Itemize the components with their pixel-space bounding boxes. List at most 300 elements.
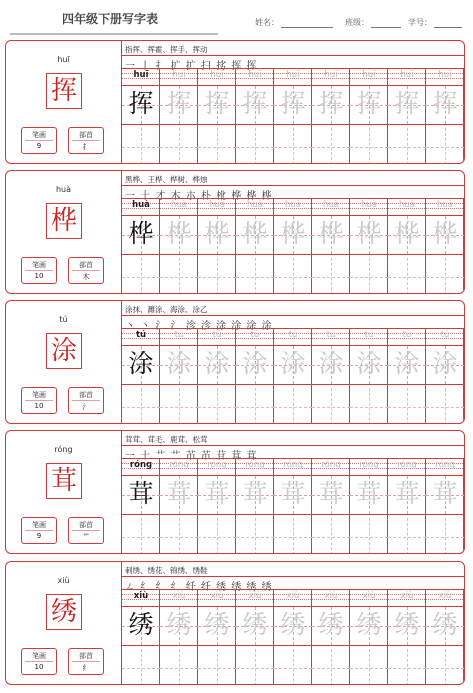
grid-guide [426,537,464,538]
pinyin-trace: tú [402,330,412,340]
stroke-order: 一 十 艹 艹 芇 芇 苷 茸 茸 [125,451,258,462]
grid-guide [388,277,426,278]
words-divider [122,315,464,316]
practice-cell[interactable] [426,68,464,164]
stroke-count-value: 10 [34,402,44,410]
blank-writing-box[interactable] [426,128,464,164]
blank-writing-box[interactable] [274,518,312,554]
grid-guide [426,668,464,669]
grid-guide [160,147,198,148]
blank-writing-box[interactable] [388,388,426,424]
character-trace: 挥 [204,89,230,118]
pinyin-trace: huà [437,200,453,210]
meta-divider [72,400,100,401]
pinyin-trace: huà [285,200,301,210]
practice-cell[interactable] [274,458,312,554]
pinyin-trace: róng [283,460,303,470]
grid-guide [312,537,350,538]
grid-guide [312,407,350,408]
practice-cell[interactable] [312,328,350,424]
character-trace: 桦 [356,219,382,248]
practice-cell[interactable] [388,68,426,164]
grid-guide [350,277,388,278]
title-underline [10,33,218,35]
stroke-order: 一 丨 扌 扩 扩 扫 挘 挥 挥 [125,61,258,72]
blank-writing-box[interactable] [312,128,350,164]
practice-cell[interactable] [160,328,198,424]
meta-divider [72,661,100,662]
stroke-count-value: 9 [36,142,42,150]
practice-cell[interactable] [312,68,350,164]
grid-guide [312,147,350,148]
practice-area [122,171,464,293]
number-label: 学号： [408,18,432,27]
character-trace: 涂 [166,349,192,378]
practice-cell[interactable] [388,328,426,424]
grid-guide [426,277,464,278]
practice-cell[interactable] [426,589,464,685]
blank-writing-box[interactable] [236,258,274,294]
pinyin-sample: xiù [133,591,149,601]
grid-guide [312,668,350,669]
radical-box [68,517,104,544]
character-card [5,40,465,164]
stroke-count-box [21,517,57,544]
stroke-order: 一 十 才 木 朩 朴 杹 桦 桦 桦 [125,191,273,202]
pinyin-trace: huī [286,70,300,80]
character-trace: 涂 [204,349,230,378]
practice-cell[interactable] [236,458,274,554]
pinyin-trace: huī [362,70,376,80]
character-trace: 涂 [280,349,306,378]
practice-cell[interactable] [350,68,388,164]
example-words: 指挥、挥霍、挥手、挥动 [125,45,208,54]
grid-guide [350,537,388,538]
name-blank[interactable] [281,18,333,28]
practice-cell[interactable] [388,198,426,294]
worksheet-header [0,8,473,34]
grid-guide [122,147,160,148]
name-field[interactable] [255,17,333,28]
meta-divider [25,661,53,662]
practice-cell[interactable] [198,68,236,164]
example-words: 黑桦、王桦、桦树、桦烛 [125,175,208,184]
pinyin-sample: huī [133,70,149,80]
practice-cell[interactable] [350,589,388,685]
character-info [6,41,122,163]
blank-writing-box[interactable] [122,258,160,294]
blank-writing-box[interactable] [350,128,388,164]
pinyin-trace: róng [169,460,189,470]
blank-writing-box[interactable] [122,128,160,164]
character-trace: 绣 [394,610,420,639]
pinyin-trace: tú [250,330,260,340]
blank-writing-box[interactable] [312,649,350,685]
practice-cell[interactable] [312,198,350,294]
character-trace: 茸 [432,479,458,508]
blank-writing-box[interactable] [350,649,388,685]
blank-writing-box[interactable] [160,518,198,554]
character-sample: 茸 [128,479,154,508]
blank-writing-box[interactable] [426,518,464,554]
grid-guide [350,668,388,669]
character-trace: 挥 [166,89,192,118]
grid-guide [274,147,312,148]
words-divider [122,185,464,186]
grid-guide [274,277,312,278]
grid-guide [198,537,236,538]
grid-guide [236,407,274,408]
example-words: 刺绣、绣花、锦绣、绣鞋 [125,566,208,575]
pinyin-trace: xiù [286,591,300,601]
character-trace: 挥 [356,89,382,118]
character-trace: 绣 [204,610,230,639]
practice-cell[interactable] [350,458,388,554]
grid-guide [426,407,464,408]
pinyin-trace: tú [212,330,222,340]
practice-cell[interactable] [122,328,160,424]
blank-writing-box[interactable] [122,388,160,424]
pinyin-trace: tú [288,330,298,340]
character-info [6,562,122,684]
pinyin-trace: xiù [172,591,186,601]
stroke-count-label: 笔画 [32,261,46,269]
pinyin-trace: tú [440,330,450,340]
grid-guide [274,537,312,538]
blank-writing-box[interactable] [388,128,426,164]
blank-writing-box[interactable] [350,518,388,554]
blank-writing-box[interactable] [236,128,274,164]
practice-cell[interactable] [426,328,464,424]
blank-writing-box[interactable] [426,258,464,294]
character-trace: 桦 [432,219,458,248]
stroke-count-value: 10 [34,272,44,280]
radical-value: 扌 [82,143,90,151]
grid-guide [198,277,236,278]
stroke-count-box [21,648,57,675]
practice-cell[interactable] [198,458,236,554]
blank-writing-box[interactable] [350,258,388,294]
practice-cell[interactable] [350,198,388,294]
meta-divider [72,140,100,141]
character-model: 桦 [46,203,82,239]
blank-writing-box[interactable] [274,258,312,294]
meta-divider [25,400,53,401]
character-trace: 绣 [166,610,192,639]
grid-guide [388,537,426,538]
character-card [5,300,465,424]
blank-writing-box[interactable] [388,518,426,554]
pinyin-trace: huà [361,200,377,210]
blank-writing-box[interactable] [160,128,198,164]
blank-writing-box[interactable] [198,128,236,164]
stroke-count-label: 笔画 [32,652,46,660]
grid-guide [160,537,198,538]
radical-value: 木 [82,273,90,281]
stroke-count-label: 笔画 [32,521,46,529]
character-card [5,430,465,554]
grid-guide [122,277,160,278]
character-pinyin: róng [54,445,73,454]
radical-label: 部首 [79,131,93,139]
character-trace: 绣 [280,610,306,639]
practice-cell[interactable] [312,589,350,685]
worksheet-title: 四年级下册写字表 [62,12,159,26]
character-sample: 涂 [128,349,154,378]
character-info [6,171,122,293]
practice-cell[interactable] [426,198,464,294]
practice-cell[interactable] [312,458,350,554]
practice-cell[interactable] [274,68,312,164]
pinyin-trace: róng [207,460,227,470]
radical-value: 氵 [82,403,90,411]
practice-cell[interactable] [388,458,426,554]
character-trace: 挥 [394,89,420,118]
character-card [5,170,465,294]
practice-cell[interactable] [160,68,198,164]
pinyin-trace: huī [438,70,452,80]
pinyin-trace: huà [399,200,415,210]
practice-cell[interactable] [274,328,312,424]
practice-cell[interactable] [274,198,312,294]
practice-grid [122,68,464,164]
grid-guide [160,277,198,278]
character-sample: 绣 [128,610,154,639]
blank-writing-box[interactable] [236,388,274,424]
meta-divider [72,270,100,271]
practice-cell[interactable] [236,198,274,294]
pinyin-trace: xiù [248,591,262,601]
blank-writing-box[interactable] [312,258,350,294]
stroke-count-box [21,257,57,284]
pinyin-trace: huà [323,200,339,210]
pinyin-trace: tú [364,330,374,340]
meta-divider [25,140,53,141]
practice-grid [122,328,464,424]
grid-guide [160,407,198,408]
stroke-count-box [21,387,57,414]
blank-writing-box[interactable] [198,388,236,424]
stroke-order: 丶 丶 氵 氵 沴 沴 涂 涂 涂 涂 [125,321,273,332]
grid-guide [388,407,426,408]
blank-writing-box[interactable] [426,649,464,685]
character-trace: 桦 [318,219,344,248]
blank-writing-box[interactable] [388,649,426,685]
stroke-count-label: 笔画 [32,391,46,399]
character-trace: 涂 [394,349,420,378]
character-trace: 绣 [432,610,458,639]
character-trace: 桦 [204,219,230,248]
character-trace: 涂 [318,349,344,378]
practice-cell[interactable] [160,458,198,554]
pinyin-trace: huī [172,70,186,80]
character-info [6,431,122,553]
name-label: 姓名： [255,18,279,27]
grid-guide [198,407,236,408]
practice-cell[interactable] [236,328,274,424]
blank-writing-box[interactable] [350,388,388,424]
radical-box [68,387,104,414]
character-trace: 涂 [432,349,458,378]
grid-guide [274,407,312,408]
pinyin-sample: huà [132,200,150,210]
practice-cell[interactable] [388,589,426,685]
practice-cell[interactable] [160,589,198,685]
blank-writing-box[interactable] [274,649,312,685]
character-trace: 桦 [166,219,192,248]
pinyin-trace: xiù [362,591,376,601]
blank-writing-box[interactable] [160,258,198,294]
character-model: 茸 [46,463,82,499]
blank-writing-box[interactable] [198,258,236,294]
blank-writing-box[interactable] [160,388,198,424]
pinyin-trace: róng [435,460,455,470]
words-divider [122,55,464,56]
pinyin-trace: róng [397,460,417,470]
words-divider [122,445,464,446]
radical-value: 艹 [82,533,90,541]
practice-cell[interactable] [236,589,274,685]
practice-cell[interactable] [198,328,236,424]
character-trace: 桦 [280,219,306,248]
grid-guide [236,537,274,538]
practice-cell[interactable] [122,458,160,554]
pinyin-trace: huà [247,200,263,210]
meta-divider [25,530,53,531]
stroke-count-box [21,127,57,154]
character-info [6,301,122,423]
grid-guide [160,668,198,669]
stroke-count-label: 笔画 [32,131,46,139]
character-trace: 涂 [242,349,268,378]
character-trace: 挥 [242,89,268,118]
blank-writing-box[interactable] [122,649,160,685]
character-trace: 桦 [394,219,420,248]
practice-cell[interactable] [236,68,274,164]
radical-label: 部首 [79,391,93,399]
grid-guide [274,668,312,669]
character-trace: 涂 [356,349,382,378]
blank-writing-box[interactable] [274,388,312,424]
character-trace: 挥 [318,89,344,118]
character-trace: 茸 [166,479,192,508]
grid-guide [350,147,388,148]
blank-writing-box[interactable] [198,518,236,554]
number-field[interactable] [408,17,462,28]
stroke-order: ㄥ 纟 纟 纟 纤 纤 绣 绣 绣 绣 [125,582,273,593]
character-card [5,561,465,685]
pinyin-trace: xiù [400,591,414,601]
blank-writing-box[interactable] [236,649,274,685]
grid-guide [198,668,236,669]
pinyin-sample: róng [129,460,153,470]
blank-writing-box[interactable] [312,388,350,424]
blank-writing-box[interactable] [388,258,426,294]
character-trace: 挥 [432,89,458,118]
practice-cell[interactable] [274,589,312,685]
grid-guide [312,277,350,278]
class-blank[interactable] [371,18,401,28]
radical-box [68,648,104,675]
radical-value: 纟 [82,664,90,672]
grid-guide [236,277,274,278]
grid-guide [426,147,464,148]
grid-guide [122,407,160,408]
blank-writing-box[interactable] [160,649,198,685]
practice-cell[interactable] [426,458,464,554]
practice-cell[interactable] [122,198,160,294]
pinyin-trace: huī [210,70,224,80]
number-blank[interactable] [434,18,462,28]
pinyin-trace: huà [171,200,187,210]
character-pinyin: huà [55,185,72,194]
character-trace: 茸 [204,479,230,508]
grid-guide [122,668,160,669]
pinyin-sample: tú [135,330,147,340]
character-sample: 挥 [128,89,154,118]
blank-writing-box[interactable] [426,388,464,424]
blank-writing-box[interactable] [236,518,274,554]
practice-area [122,41,464,163]
character-pinyin: huī [57,55,70,64]
practice-cell[interactable] [160,198,198,294]
blank-writing-box[interactable] [198,649,236,685]
character-model: 挥 [46,73,82,109]
character-pinyin: tú [59,315,68,324]
class-label: 班级： [345,18,369,27]
example-words: 茸茸、茸毛、鹿茸、松茸 [125,435,208,444]
practice-grid [122,589,464,685]
pinyin-trace: tú [174,330,184,340]
character-trace: 挥 [280,89,306,118]
pinyin-trace: huī [400,70,414,80]
pinyin-trace: xiù [324,591,338,601]
pinyin-trace: xiù [210,591,224,601]
pinyin-trace: huī [324,70,338,80]
practice-cell[interactable] [350,328,388,424]
character-trace: 桦 [242,219,268,248]
radical-label: 部首 [79,521,93,529]
practice-cell[interactable] [122,589,160,685]
character-model: 绣 [46,594,82,630]
blank-writing-box[interactable] [274,128,312,164]
blank-writing-box[interactable] [122,518,160,554]
practice-cell[interactable] [198,589,236,685]
character-pinyin: xiù [57,576,70,585]
words-divider [122,576,464,577]
grid-guide [236,668,274,669]
pinyin-trace: huà [209,200,225,210]
class-field[interactable] [345,17,401,28]
grid-guide [388,668,426,669]
radical-label: 部首 [79,261,93,269]
practice-cell[interactable] [198,198,236,294]
grid-guide [236,147,274,148]
practice-cell[interactable] [122,68,160,164]
stroke-count-value: 10 [34,663,44,671]
radical-label: 部首 [79,652,93,660]
pinyin-trace: róng [321,460,341,470]
character-trace: 茸 [280,479,306,508]
grid-guide [198,147,236,148]
character-trace: 绣 [318,610,344,639]
character-trace: 茸 [318,479,344,508]
grid-guide [388,147,426,148]
grid-guide [122,537,160,538]
pinyin-trace: róng [359,460,379,470]
pinyin-trace: xiù [438,591,452,601]
blank-writing-box[interactable] [312,518,350,554]
